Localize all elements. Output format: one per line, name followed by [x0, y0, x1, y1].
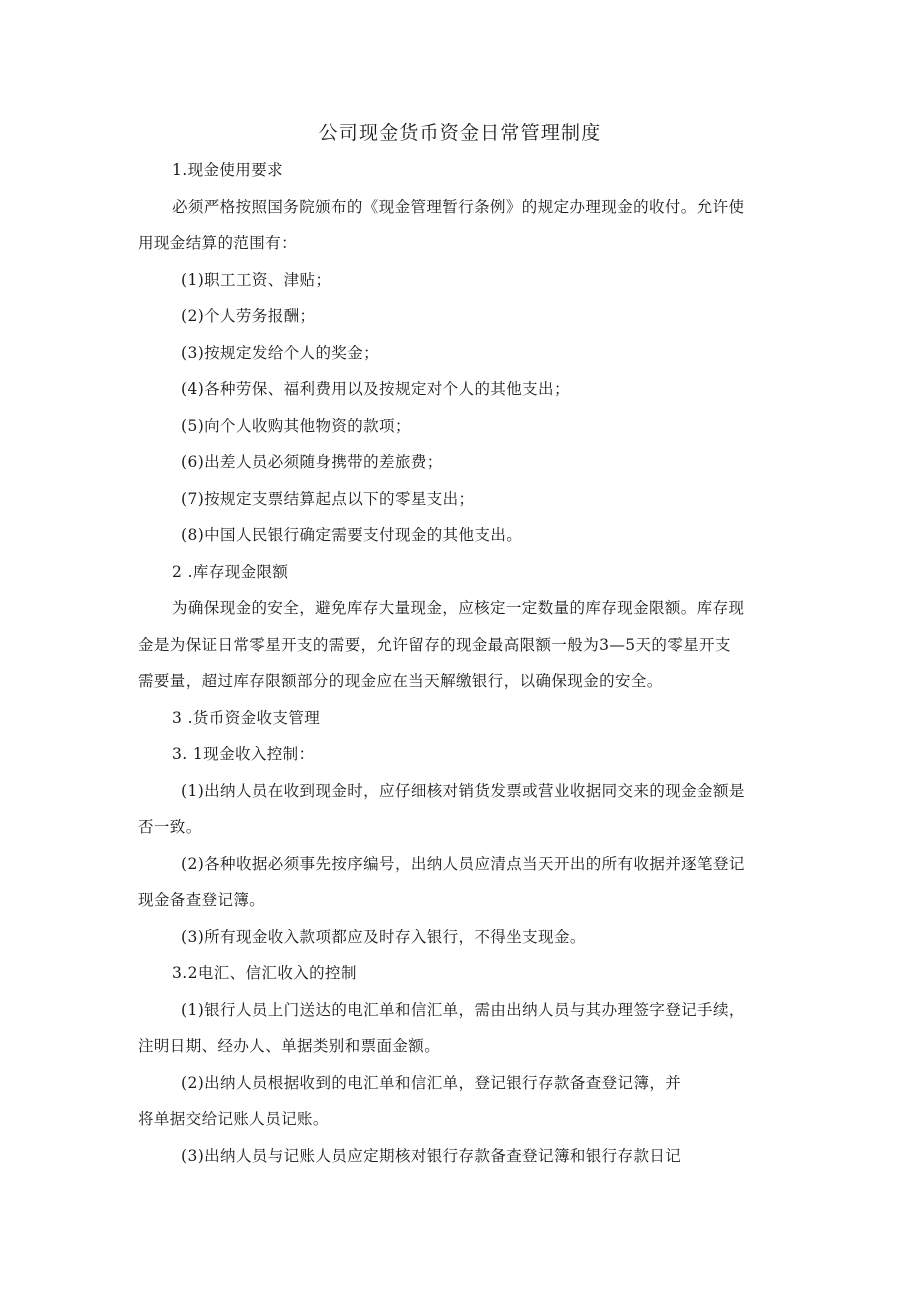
list-item: (8)中国人民银行确定需要支付现金的其他支出。 [181, 526, 523, 544]
list-item: (7)按规定支票结算起点以下的零星支出； [181, 490, 475, 508]
list-item: (3)出纳人员与记账人员应定期核对银行存款备查登记簿和银行存款日记 [181, 1147, 682, 1165]
subsection-heading: 3.2电汇、信汇收入的控制 [172, 964, 357, 982]
paragraph-line: 金是为保证日常零星开支的需要，允许留存的现金最高限额一般为3—5天的零星开支 [138, 636, 731, 654]
list-item: (2)个人劳务报酬； [181, 307, 316, 325]
list-item: (1)出纳人员在收到现金时，应仔细核对销货发票或营业收据同交来的现金金额是 [181, 782, 745, 800]
list-item: (3)所有现金收入款项都应及时存入银行，不得坐支现金。 [181, 928, 586, 946]
section-heading-2: 2 .库存现金限额 [172, 563, 289, 581]
list-item: (3)按规定发给个人的奖金； [181, 344, 380, 362]
list-item: (1)银行人员上门送达的电汇单和信汇单，需由出纳人员与其办理签字登记手续， [181, 1001, 745, 1019]
list-item: (2)出纳人员根据收到的电汇单和信汇单，登记银行存款备查登记簿，并 [181, 1074, 682, 1092]
paragraph-line: 必须严格按照国务院颁布的《现金管理暂行条例》的规定办理现金的收付。允许使 [172, 198, 745, 216]
paragraph-line: 将单据交给记账人员记账。 [138, 1110, 329, 1128]
paragraph-line: 现金备查登记簿。 [138, 891, 266, 909]
list-item: (1)职工工资、津贴； [181, 271, 332, 289]
paragraph-line: 注明日期、经办人、单据类别和票面金额。 [138, 1037, 441, 1055]
document-title: 公司现金货币资金日常管理制度 [318, 122, 602, 144]
list-item: (6)出差人员必须随身携带的差旅费； [181, 453, 443, 471]
paragraph-line: 需要量，超过库存限额部分的现金应在当天解缴银行，以确保现金的安全。 [138, 672, 663, 690]
section-heading-1: 1.现金使用要求 [172, 161, 283, 179]
paragraph-line: 为确保现金的安全，避免库存大量现金，应核定一定数量的库存现金限额。库存现 [172, 599, 745, 617]
list-item: (2)各种收据必须事先按序编号，出纳人员应清点当天开出的所有收据并逐笔登记 [181, 855, 745, 873]
paragraph-line: 用现金结算的范围有： [138, 234, 298, 252]
paragraph-line: 否一致。 [138, 818, 202, 836]
list-item: (5)向个人收购其他物资的款项； [181, 417, 411, 435]
list-item: (4)各种劳保、福利费用以及按规定对个人的其他支出； [181, 380, 570, 398]
section-heading-3: 3 .货币资金收支管理 [172, 709, 321, 727]
subsection-heading: 3. 1现金收入控制： [172, 745, 315, 763]
